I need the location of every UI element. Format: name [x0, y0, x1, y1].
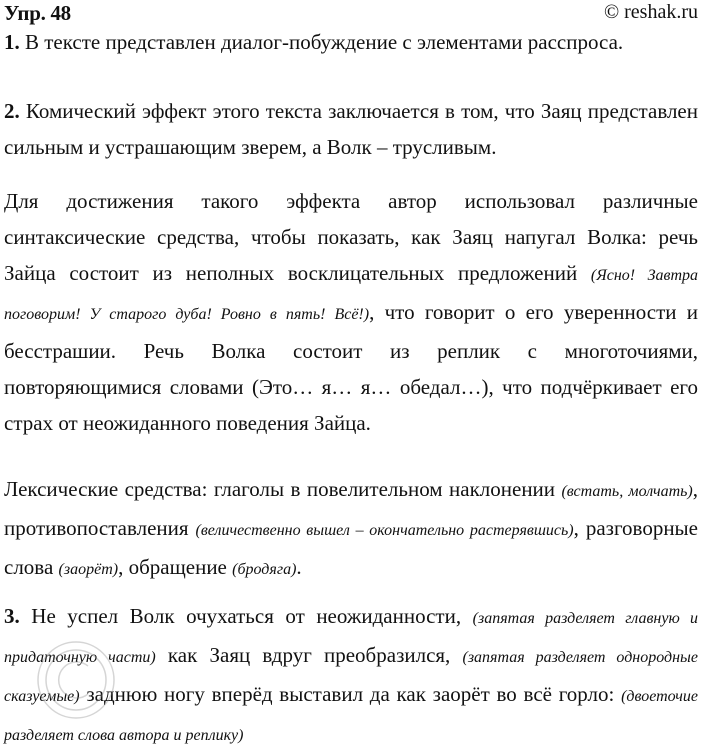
answer-text: как Заяц вдруг преобразился,: [155, 643, 463, 667]
answer-text: В тексте представлен диалог-побуждение с элементами расспроса.: [19, 30, 624, 54]
example-italic: (величественно вышел – окончательно растерявшись): [195, 522, 574, 539]
copyright-label: © reshak.ru: [603, 1, 698, 23]
paragraph-syntax: [4, 183, 698, 441]
answer-number: 1.: [4, 30, 20, 54]
paragraph-text: , разговорные слова: [4, 516, 698, 579]
paragraph-text: Лексические средства: глаголы в повелительном наклонении: [4, 477, 562, 501]
answer-2: [4, 93, 698, 165]
paragraph-text: Для достижения такого эффекта автор использовал различные синтаксические средства, чтобы показать, как Заяц напугал Волка: речь Зайца состоит из неполных восклицательных предложений: [4, 189, 698, 285]
answer-text: Не успел Волк очухаться от неожиданности,: [19, 604, 473, 628]
punctuation-note: (запятая разделяет однородные сказуемые): [4, 649, 698, 705]
example-italic: (Ясно! Завтра поговорим! У старого дуба! Ровно в пять! Всё!): [4, 267, 698, 323]
punctuation-note: (двоеточие разделяет слова автора и реплику): [4, 688, 698, 744]
paragraph-text: , что говорит о его уверенности и бесстрашии. Речь Волка состоит из реплик с многоточиями, повторяющимися словами (Это… я… я… обедал…), что подчёркивает его страх от неожиданного поведения Зайца.: [4, 300, 698, 435]
paragraph-lexical: [4, 471, 698, 588]
example-italic: (встать, молчать): [561, 483, 693, 500]
answer-text: Комический эффект этого текста заключается в том, что Заяц представлен сильным и устрашающим зверем, а Волк – трусливым.: [4, 99, 698, 159]
punctuation-note: (запятая разделяет главную и придаточную части): [4, 610, 699, 666]
answer-number: 3.: [4, 604, 20, 628]
paragraph-text: , противопоставления: [4, 477, 698, 540]
answer-1: [4, 24, 698, 60]
answer-number: 2.: [4, 99, 20, 123]
paragraph-text: , обращение: [118, 555, 233, 579]
paragraph-text: .: [296, 555, 302, 579]
example-italic: (заорёт): [58, 561, 119, 578]
answer-text: заднюю ногу вперёд выставил да как заорёт во всё горло:: [79, 682, 622, 706]
example-italic: (бродяга): [232, 561, 297, 578]
exercise-title: Упр. 48: [4, 1, 71, 25]
answer-3: [4, 598, 698, 754]
